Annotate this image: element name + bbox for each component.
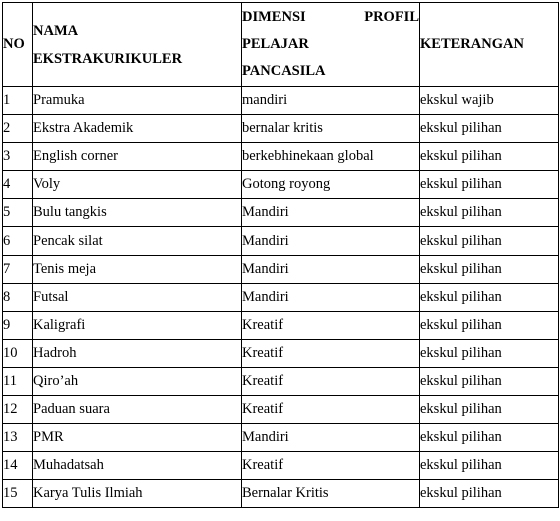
cell-no: 10	[3, 339, 33, 367]
table-row	[3, 396, 559, 424]
table-row	[3, 452, 559, 480]
header-keterangan: KETERANGAN	[420, 3, 559, 87]
cell-nama-ekstrakurikuler: Tenis meja	[33, 255, 242, 283]
cell-no: 14	[3, 452, 33, 480]
cell-no: 5	[3, 199, 33, 227]
cell-no: 4	[3, 171, 33, 199]
cell-no: 1	[3, 87, 33, 115]
cell-keterangan: ekskul pilihan	[420, 367, 559, 395]
table-row	[3, 227, 559, 255]
cell-nama-ekstrakurikuler: Hadroh	[33, 339, 242, 367]
table-row	[3, 480, 559, 508]
cell-keterangan: ekskul pilihan	[420, 227, 559, 255]
cell-dimensi: Bernalar Kritis	[242, 480, 420, 508]
cell-no: 2	[3, 115, 33, 143]
header-dimensi-profil-pelajar-pancasila	[242, 3, 420, 87]
table-row	[3, 115, 559, 143]
cell-keterangan: ekskul pilihan	[420, 199, 559, 227]
table-body	[3, 87, 559, 508]
cell-no: 7	[3, 255, 33, 283]
cell-dimensi: Kreatif	[242, 396, 420, 424]
header-no: NO	[3, 3, 33, 87]
cell-dimensi: Kreatif	[242, 367, 420, 395]
cell-keterangan: ekskul wajib	[420, 87, 559, 115]
cell-dimensi: Mandiri	[242, 283, 420, 311]
cell-dimensi: Kreatif	[242, 311, 420, 339]
cell-nama-ekstrakurikuler: Qiro’ah	[33, 367, 242, 395]
cell-no: 3	[3, 143, 33, 171]
table-row	[3, 339, 559, 367]
cell-keterangan: ekskul pilihan	[420, 480, 559, 508]
cell-no: 13	[3, 424, 33, 452]
cell-no: 11	[3, 367, 33, 395]
cell-dimensi: mandiri	[242, 87, 420, 115]
cell-keterangan: ekskul pilihan	[420, 143, 559, 171]
header-dim-word1: DIMENSI	[242, 9, 306, 25]
table-header-row	[3, 3, 559, 87]
cell-nama-ekstrakurikuler: Futsal	[33, 283, 242, 311]
cell-nama-ekstrakurikuler: Paduan suara	[33, 396, 242, 424]
cell-no: 8	[3, 283, 33, 311]
cell-no: 15	[3, 480, 33, 508]
cell-keterangan: ekskul pilihan	[420, 424, 559, 452]
cell-keterangan: ekskul pilihan	[420, 339, 559, 367]
header-dim-word2: PROFIL	[364, 9, 419, 25]
cell-dimensi: Gotong royong	[242, 171, 420, 199]
cell-nama-ekstrakurikuler: PMR	[33, 424, 242, 452]
cell-nama-ekstrakurikuler: Ekstra Akademik	[33, 115, 242, 143]
table-row	[3, 87, 559, 115]
ekstrakurikuler-table	[2, 2, 559, 508]
header-name-line2: EKSTRAKURIKULER	[33, 50, 183, 67]
cell-dimensi: Kreatif	[242, 339, 420, 367]
header-nama-ekstrakurikuler	[33, 3, 242, 87]
cell-nama-ekstrakurikuler: Voly	[33, 171, 242, 199]
cell-keterangan: ekskul pilihan	[420, 396, 559, 424]
cell-keterangan: ekskul pilihan	[420, 115, 559, 143]
table-row	[3, 143, 559, 171]
table-row	[3, 171, 559, 199]
cell-dimensi: berkebhinekaan global	[242, 143, 420, 171]
cell-no: 9	[3, 311, 33, 339]
cell-keterangan: ekskul pilihan	[420, 283, 559, 311]
cell-dimensi: Kreatif	[242, 452, 420, 480]
cell-dimensi: Mandiri	[242, 255, 420, 283]
cell-no: 6	[3, 227, 33, 255]
header-dim-line2: PELAJAR	[242, 36, 309, 52]
cell-keterangan: ekskul pilihan	[420, 255, 559, 283]
cell-nama-ekstrakurikuler: English corner	[33, 143, 242, 171]
cell-dimensi: Mandiri	[242, 227, 420, 255]
table-row	[3, 255, 559, 283]
cell-keterangan: ekskul pilihan	[420, 452, 559, 480]
header-dim-line1	[242, 4, 419, 31]
cell-no: 12	[3, 396, 33, 424]
cell-nama-ekstrakurikuler: Muhadatsah	[33, 452, 242, 480]
cell-keterangan: ekskul pilihan	[420, 311, 559, 339]
cell-nama-ekstrakurikuler: Kaligrafi	[33, 311, 242, 339]
cell-nama-ekstrakurikuler: Pramuka	[33, 87, 242, 115]
cell-dimensi: bernalar kritis	[242, 115, 420, 143]
table-row	[3, 311, 559, 339]
cell-dimensi: Mandiri	[242, 199, 420, 227]
table-row	[3, 199, 559, 227]
cell-nama-ekstrakurikuler: Pencak silat	[33, 227, 242, 255]
cell-nama-ekstrakurikuler: Karya Tulis Ilmiah	[33, 480, 242, 508]
cell-keterangan: ekskul pilihan	[420, 171, 559, 199]
table-row	[3, 283, 559, 311]
header-dim-line3: PANCASILA	[242, 63, 326, 79]
cell-nama-ekstrakurikuler: Bulu tangkis	[33, 199, 242, 227]
header-name-line1: NAMA	[33, 22, 79, 39]
cell-dimensi: Mandiri	[242, 424, 420, 452]
table-row	[3, 424, 559, 452]
table-row	[3, 367, 559, 395]
